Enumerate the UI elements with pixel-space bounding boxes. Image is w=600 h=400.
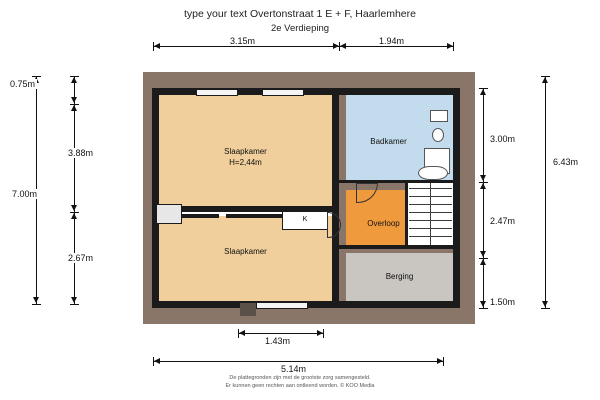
dim-label-left-bottom: 2.67m xyxy=(68,253,94,263)
dim-label-left-total: 7.00m xyxy=(12,189,38,199)
wall-left xyxy=(152,88,159,308)
wall-bottom-right xyxy=(339,301,460,308)
footer-disclaimer xyxy=(0,374,600,390)
wall-overloop-right xyxy=(405,183,408,245)
room-label-slaapkamer-boven xyxy=(159,146,332,168)
room-label-overloop: Overloop xyxy=(367,219,400,228)
dim-arrow xyxy=(71,97,77,103)
dim-label-right-bottom: 1.50m xyxy=(490,297,516,307)
dim-arrow xyxy=(480,259,486,265)
page-subtitle: 2e Verdieping xyxy=(270,23,330,34)
dim-arrow xyxy=(480,89,486,95)
dim-arrow xyxy=(71,213,77,219)
dim-label-bottom-inner: 1.43m xyxy=(265,336,291,346)
wall-right xyxy=(453,88,460,301)
dim-arrow xyxy=(71,77,77,83)
dim-arrow xyxy=(480,183,486,189)
dim-label-top-left: 3.15m xyxy=(230,36,256,46)
room-label-berging: Berging xyxy=(385,272,414,281)
dim-label-right-top: 3.00m xyxy=(490,134,516,144)
window-left-bedroom xyxy=(156,204,182,224)
dim-arrow xyxy=(317,330,323,336)
stair-stringer xyxy=(430,183,431,245)
dim-arrow xyxy=(340,43,346,49)
window-top-bedroom xyxy=(196,89,238,96)
wall-top-left xyxy=(152,88,339,95)
dim-arrow xyxy=(437,358,443,364)
dim-line-top-left xyxy=(153,46,339,47)
wall-berging-divider xyxy=(339,245,453,249)
dim-label-top-right: 1.94m xyxy=(379,36,405,46)
wall-bedroom-divider xyxy=(159,206,332,212)
wall-top-right xyxy=(339,88,460,95)
dim-line-left-mid xyxy=(74,104,75,212)
dim-arrow xyxy=(542,77,548,83)
dim-line-right-top xyxy=(483,88,484,182)
dormer-bottom xyxy=(240,303,256,316)
page-title: type your text Overtonstraat 1 E + F, Haarlemhere xyxy=(184,8,416,20)
dim-line-right-mid xyxy=(483,182,484,258)
dim-line-top-right xyxy=(339,46,453,47)
dim-arrow xyxy=(447,43,453,49)
dim-tick xyxy=(479,308,488,309)
window-bottom-bedroom xyxy=(256,302,308,309)
footer-line-1: De plattegronden zijn met de grootste zorg samengesteld. xyxy=(229,375,371,381)
wall-center-vertical xyxy=(332,88,339,308)
dim-tick xyxy=(323,329,324,338)
dim-arrow xyxy=(71,105,77,111)
room-label-kast: K xyxy=(302,214,308,223)
dim-arrow xyxy=(480,301,486,307)
room-height: H=2,44m xyxy=(229,158,262,167)
dim-line-bottom-inner xyxy=(238,333,323,334)
dim-label-bottom-total: 5.14m xyxy=(281,364,307,374)
sink-icon xyxy=(430,110,448,122)
dim-arrow xyxy=(71,297,77,303)
dim-arrow xyxy=(154,43,160,49)
dim-tick xyxy=(32,304,41,305)
dim-arrow xyxy=(154,358,160,364)
dim-arrow xyxy=(542,301,548,307)
dim-arrow xyxy=(33,297,39,303)
dim-tick xyxy=(453,42,454,51)
dim-label-right-mid: 2.47m xyxy=(490,216,516,226)
dim-arrow xyxy=(480,251,486,257)
dim-line-bottom-total xyxy=(153,361,443,362)
window-top-bedroom-2 xyxy=(262,89,304,96)
footer-line-2: Er kunnen geen rechten aan ontleend worden. © KOO Media xyxy=(225,383,375,389)
dim-arrow xyxy=(239,330,245,336)
room-label-badkamer: Badkamer xyxy=(370,137,407,146)
dim-tick xyxy=(541,308,550,309)
dim-tick xyxy=(443,357,444,366)
dim-label-right-total: 6.43m xyxy=(553,157,579,167)
dim-tick xyxy=(70,304,79,305)
bathtub-icon xyxy=(418,166,448,180)
dim-label-left-top: 0.75m xyxy=(10,79,36,89)
room-label-slaapkamer-onder: Slaapkamer xyxy=(224,247,267,256)
wall-stub-closet xyxy=(226,214,282,218)
room-name: Slaapkamer xyxy=(224,147,267,156)
dim-label-left-mid: 3.88m xyxy=(68,148,94,158)
dim-arrow xyxy=(480,175,486,181)
dim-arrow xyxy=(71,205,77,211)
toilet-icon xyxy=(432,128,444,142)
dim-line-right-total xyxy=(545,76,546,308)
